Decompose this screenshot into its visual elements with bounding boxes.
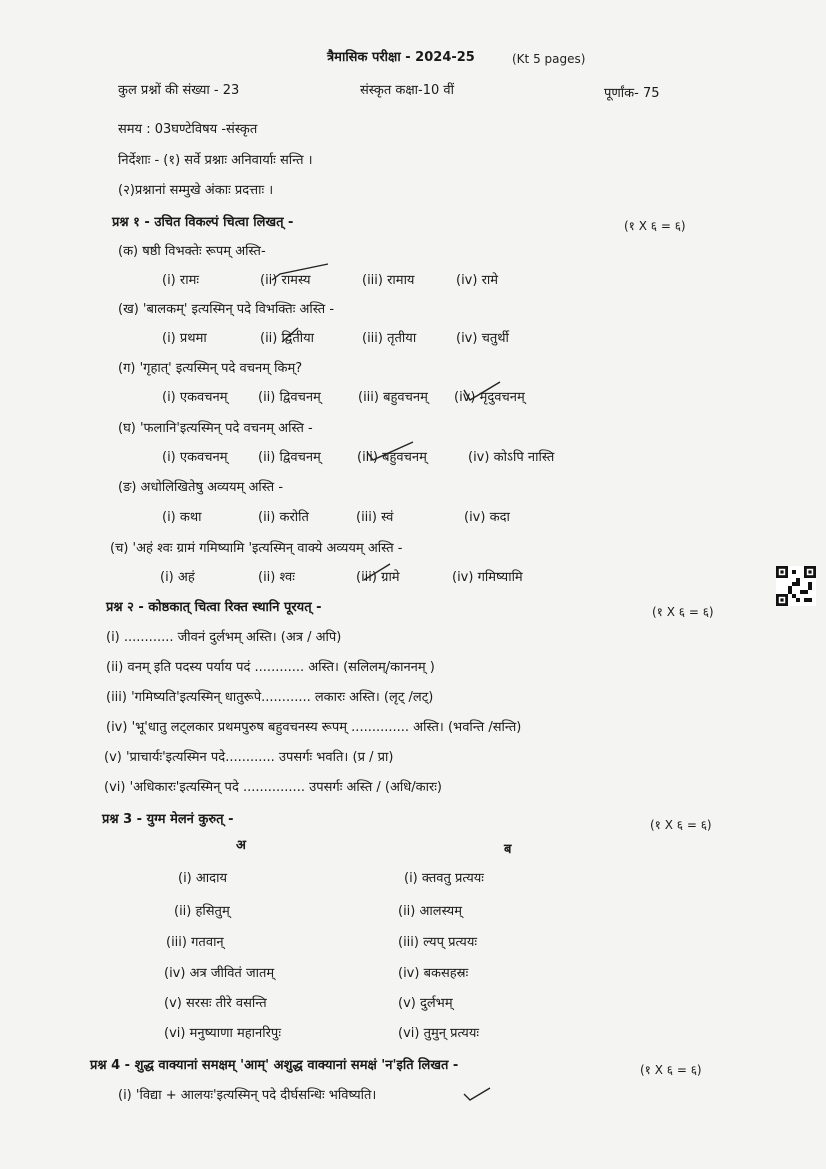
answer-tick-mark [270, 262, 330, 282]
q2-item-5: (v) 'प्राचार्यः'इत्यस्मिन पदे............ उपसर्गः भवति। (प्र / प्रा) [104, 750, 394, 765]
q1-nga-opt-3: (iii) स्वं [356, 510, 394, 525]
q3-left-4: (iv) अत्र जीवितं जातम् [164, 966, 275, 981]
q1-nga-opt-1: (i) कथा [162, 510, 202, 525]
answer-tick-mark [462, 380, 502, 404]
q3-col-a: अ [236, 838, 246, 853]
answer-tick-mark [362, 562, 392, 584]
full-marks: पूर्णांक- 75 [604, 86, 660, 101]
q2-item-6: (vi) 'अधिकारः'इत्यस्मिन् पदे ............... उपसर्गः अस्ति / (अधि/कारः) [104, 780, 442, 795]
q3-title: प्रश्न 3 - युग्म मेलनं कुरुत् - [102, 812, 234, 827]
q3-left-2: (ii) हसितुम् [174, 904, 230, 919]
q2-marks: (१ X ६ = ६) [652, 605, 714, 619]
q1-item-ka: (क) षष्ठी विभक्तेः रूपम् अस्ति- [118, 244, 266, 259]
q3-right-1: (i) क्तवतु प्रत्ययः [404, 871, 484, 886]
q3-left-1: (i) आदाय [178, 871, 227, 886]
q1-ka-opt-1: (i) रामः [162, 273, 199, 288]
q1-gha-opt-3: (iii) बहुवचनम् [357, 450, 427, 465]
q1-cha-opt-4: (iv) गमिष्यामि [452, 570, 523, 585]
q1-gha-opt-4: (iv) कोऽपि नास्ति [468, 450, 555, 465]
q1-ga-opt-3: (iii) बहुवचनम् [358, 390, 428, 405]
q1-cha-opt-3: (iii) ग्रामे [356, 570, 400, 585]
q1-kha-opt-3: (iii) तृतीया [362, 331, 417, 346]
q1-marks: (१ X ६ = ६) [624, 219, 686, 233]
q1-item-ga: (ग) 'गृहात्' इत्यस्मिन् पदे वचनम् किम्? [118, 361, 303, 376]
total-questions: कुल प्रश्नों की संख्या - 23 [118, 83, 240, 98]
q2-item-1: (i) ............ जीवनं दुर्लभम् अस्ति। (अत्र / अपि) [106, 630, 342, 645]
q1-nga-opt-4: (iv) कदा [464, 510, 510, 525]
q1-kha-opt-2: (ii) द्वितीया [260, 331, 315, 346]
time-subject: समय : 03घण्टेविषय -संस्कृत [118, 122, 258, 137]
q3-right-4: (iv) बकसहस्रः [398, 966, 469, 981]
q1-item-nga: (ङ) अधोलिखितेषु अव्ययम् अस्ति - [118, 480, 284, 495]
q1-kha-opt-4: (iv) चतुर्थी [456, 331, 509, 346]
q4-title: प्रश्न 4 - शुद्ध वाक्यानां समक्षम् 'आम्' अशुद्ध वाक्यानां समक्षं 'न'इति लिखत - [90, 1058, 459, 1073]
q1-item-kha: (ख) 'बालकम्' इत्यस्मिन् पदे विभक्तिः अस्ति - [118, 302, 335, 317]
q4-marks: (१ X ६ = ६) [640, 1063, 702, 1077]
answer-tick-mark [280, 326, 300, 346]
q1-cha-opt-1: (i) अहं [160, 570, 195, 585]
q1-gha-opt-1: (i) एकवचनम् [162, 450, 228, 465]
q3-marks: (१ X ६ = ६) [650, 818, 712, 832]
q1-ga-opt-1: (i) एकवचनम् [162, 390, 228, 405]
q3-right-6: (vi) तुमुन् प्रत्ययः [398, 1026, 479, 1041]
q2-item-4: (iv) 'भू'धातु लट्लकार प्रथमपुरुष बहुवचनस्य रूपम् .............. अस्ति। (भवन्ति /सन्ति) [106, 720, 522, 735]
answer-tick-mark [462, 1084, 492, 1102]
q1-title: प्रश्न १ - उचित विकल्पं चित्वा लिखत् - [112, 215, 294, 230]
page-count: (Kt 5 pages) [512, 52, 586, 66]
q3-col-b: ब [504, 842, 512, 857]
exam-title: त्रैमासिक परीक्षा - 2024-25 [327, 50, 475, 65]
answer-tick-mark [365, 440, 415, 464]
q3-left-3: (iii) गतवान् [166, 935, 224, 950]
q1-ka-opt-4: (iv) रामे [456, 273, 499, 288]
q3-left-5: (v) सरसः तीरे वसन्ति [164, 996, 267, 1011]
instruction-1: निर्देशाः - (१) सर्वे प्रश्नाः अनिवार्याः सन्ति । [118, 153, 313, 168]
q1-ka-opt-3: (iii) रामाय [362, 273, 415, 288]
q1-ga-opt-4: (iv) मृदुवचनम् [454, 390, 525, 405]
q2-item-2: (ii) वनम् इति पदस्य पर्याय पदं ............ अस्ति। (सलिलम्/काननम् ) [106, 660, 435, 675]
q1-item-gha: (घ) 'फलानि'इत्यस्मिन् पदे वचनम् अस्ति - [118, 421, 313, 436]
qr-code [776, 566, 816, 606]
q1-cha-opt-2: (ii) श्वः [258, 570, 295, 585]
q1-kha-opt-1: (i) प्रथमा [162, 331, 207, 346]
q3-right-3: (iii) ल्यप् प्रत्ययः [398, 935, 477, 950]
subject-class: संस्कृत कक्षा-10 वीं [360, 83, 455, 98]
q3-left-6: (vi) मनुष्याणा महानरिपुः [164, 1026, 281, 1041]
q1-nga-opt-2: (ii) करोति [258, 510, 309, 525]
q2-item-3: (iii) 'गमिष्यति'इत्यस्मिन् धातुरूपे............ लकारः अस्ति। (लृट् /लट्) [106, 690, 434, 705]
q3-right-5: (v) दुर्लभम् [398, 996, 453, 1011]
q1-item-cha: (च) 'अहं श्वः ग्रामं गमिष्यामि 'इत्यस्मिन् वाक्ये अव्ययम् अस्ति - [110, 541, 403, 556]
q1-gha-opt-2: (ii) द्विवचनम् [258, 450, 321, 465]
instruction-2: (२)प्रश्नानां सम्मुखे अंकाः प्रदत्ताः । [118, 183, 274, 198]
q4-item-1: (i) 'विद्या + आलयः'इत्यस्मिन् पदे दीर्घसन्धिः भविष्यति। [118, 1088, 377, 1103]
q2-title: प्रश्न २ - कोष्ठकात् चित्वा रिक्त स्थानि पूरयत् - [106, 600, 322, 615]
q1-ga-opt-2: (ii) द्विवचनम् [258, 390, 321, 405]
q1-ka-opt-2: (ii) रामस्य [260, 273, 311, 288]
q3-right-2: (ii) आलस्यम् [398, 904, 462, 919]
